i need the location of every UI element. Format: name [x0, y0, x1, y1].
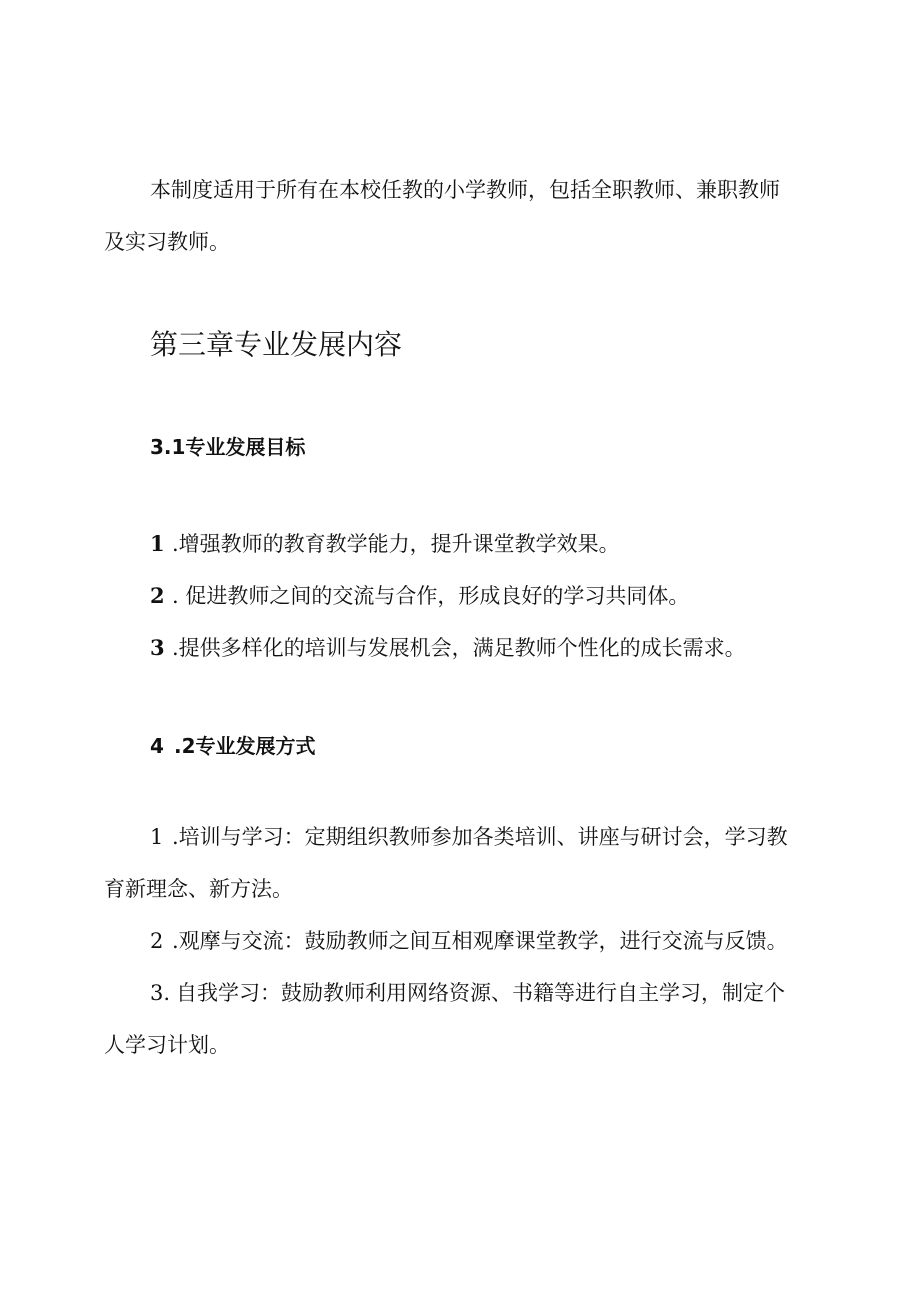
method-item-text: .观摩与交流：鼓励教师之间互相观摩课堂教学，进行交流与反馈。 — [172, 929, 788, 953]
method-item-2 — [150, 927, 788, 955]
section-title-3-2 — [150, 732, 316, 760]
method-item-number: 1 — [150, 825, 164, 849]
goal-item-text: .提供多样化的培训与发展机会，满足教师个性化的成长需求。 — [172, 636, 746, 660]
goal-item-2 — [150, 582, 689, 610]
goal-item-text: .增强教师的教育教学能力，提升课堂教学效果。 — [172, 532, 620, 556]
intro-line-1: 本制度适用于所有在本校任教的小学教师，包括全职教师、兼职教师 — [150, 178, 780, 202]
method-item-3 — [150, 979, 785, 1007]
goal-item-number: 3 — [150, 635, 165, 660]
goal-item-1 — [150, 530, 620, 558]
goal-item-number: 2 — [150, 583, 165, 608]
section-number: 4 — [150, 734, 164, 758]
method-item-text: 自我学习：鼓励教师利用网络资源、书籍等进行自主学习，制定个 — [176, 981, 785, 1005]
goal-item-number: 1 — [150, 531, 165, 556]
method-item-1 — [150, 823, 788, 851]
chapter-title: 第三章专业发展内容 — [150, 328, 403, 361]
method-item-number: 2 — [150, 929, 164, 953]
method-item-text: .培训与学习：定期组织教师参加各类培训、讲座与研讨会，学习教 — [172, 825, 788, 849]
goal-item-3 — [150, 634, 746, 662]
goal-item-text: . 促进教师之间的交流与合作，形成良好的学习共同体。 — [172, 584, 690, 608]
section-title-3-1: 3.1专业发展目标 — [150, 435, 306, 459]
method-item-number: 3. — [150, 981, 171, 1005]
method-item-1-continued: 育新理念、新方法。 — [104, 877, 293, 901]
intro-line-2: 及实习教师。 — [104, 230, 230, 254]
section-title-text: .2专业发展方式 — [174, 734, 316, 758]
method-item-3-continued: 人学习计划。 — [104, 1033, 230, 1057]
